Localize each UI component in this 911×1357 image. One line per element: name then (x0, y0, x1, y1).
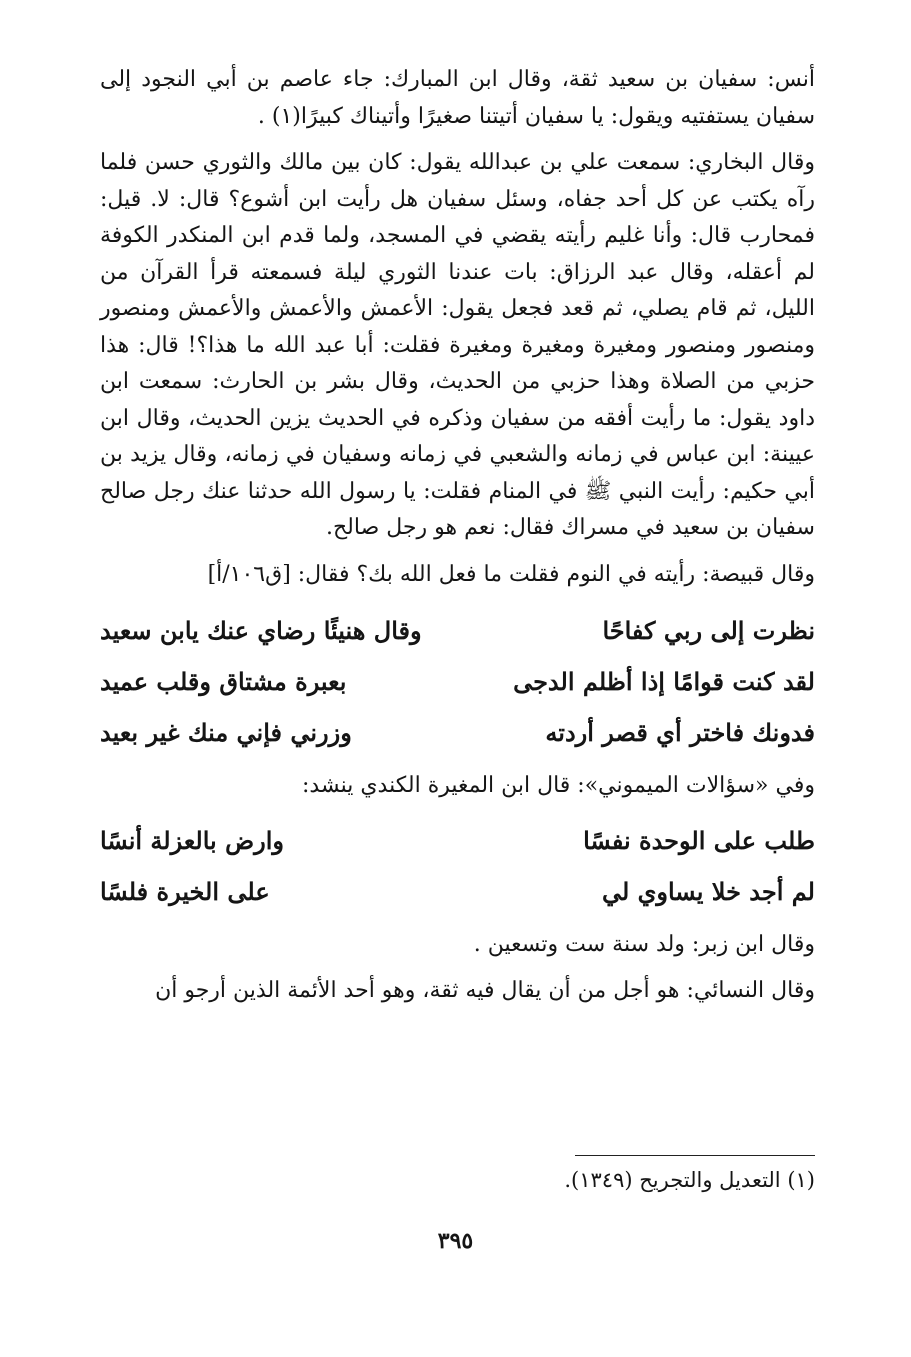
verse-first-hemistich: فدونك فاختر أي قصر أردته (545, 718, 815, 747)
paragraph-1: أنس: سفيان بن سعيد ثقة، وقال ابن المبارك: جاء عاصم بن أبي النجود إلى سفيان يستفتيه ويقول: يا سفيان أتيتنا صغيرًا وأتيناك كبيرًا(١) . (100, 67, 815, 129)
verse (100, 815, 815, 866)
verse-first-hemistich: لقد كنت قوامًا إذا أظلم الدجى (513, 667, 815, 696)
paragraph-4: وفي «سؤالات الميموني»: قال ابن المغيرة الكندي ينشد: (301, 773, 815, 798)
verse-first-hemistich: نظرت إلى ربي كفاحًا (602, 616, 815, 645)
paragraph-6: وقال النسائي: هو أجل من أن يقال فيه ثقة، وهو أحد الأئمة الذين أرجو أن (155, 978, 815, 1003)
verse (100, 656, 815, 707)
verse (100, 605, 815, 656)
verse-second-hemistich: وزرني فإني منك غير بعيد (100, 718, 352, 747)
verse-first-hemistich: لم أجد خلا يساوي لي (601, 876, 815, 906)
verse-second-hemistich: بعبرة مشتاق وقلب عميد (100, 667, 347, 696)
poem-1 (100, 605, 815, 758)
verse-second-hemistich: وقال هنيئًا رضاي عنك يابن سعيد (100, 616, 422, 645)
verse (100, 707, 815, 758)
verse-second-hemistich: على الخيرة فلسًا (100, 876, 270, 906)
verse-second-hemistich: وارض بالعزلة أنسًا (100, 825, 284, 855)
footnote-separator (575, 1155, 815, 1156)
poem-2 (100, 815, 815, 917)
verse (100, 866, 815, 917)
verse-first-hemistich: طلب على الوحدة نفسًا (583, 825, 815, 855)
paragraph-3: وقال قبيصة: رأيته في النوم فقلت ما فعل الله بك؟ فقال: [ق١٠٦/أ] (207, 561, 815, 587)
page-number: ٣٩٥ (437, 1228, 474, 1254)
paragraph-5: وقال ابن زبر: ولد سنة ست وتسعين . (473, 931, 815, 957)
footnote: (١) التعديل والتجريح (١٣٤٩). (564, 1168, 815, 1192)
paragraph-2: وقال البخاري: سمعت علي بن عبدالله يقول: كان بين مالك والثوري حسن فلما رآه يكتب عن كل أحد جفاه، وسئل سفيان هل رأيت ابن أشوع؟ قال: لا. قيل: فمحارب قال: وأنا غليم رأيته يقضي في المسجد، ولما قدم ابن المنكدر الكوفة لم أعقله، وقال عبد الرزاق: بات عندنا الثوري ليلة فسمعته قرأ القرآن من الليل، ثم قام يصلي، ثم قعد فجعل يقول: الأعمش والأعمش والأعمش ومنصور ومنصور ومنصور ومغيرة ومغيرة ومغيرة فقلت: أبا عبد الله ما هذا؟! قال: هذا حزبي من الصلاة وهذا حزبي من الحديث، وقال بشر بن الحارث: سمعت ابن داود يقول: ما رأيت أفقه من سفيان وذكره في الحديث يزين الحديث، وقال ابن عيينة: ابن عباس في زمانه والشعبي في زمانه وسفيان في زمانه، وقال يزيد بن أبي حكيم: رأيت النبي ﷺ في المنام فقلت: يا رسول الله حدثنا عنك رجل صالح سفيان بن سعيد في مسراك فقال: نعم هو رجل صالح. (100, 150, 815, 540)
